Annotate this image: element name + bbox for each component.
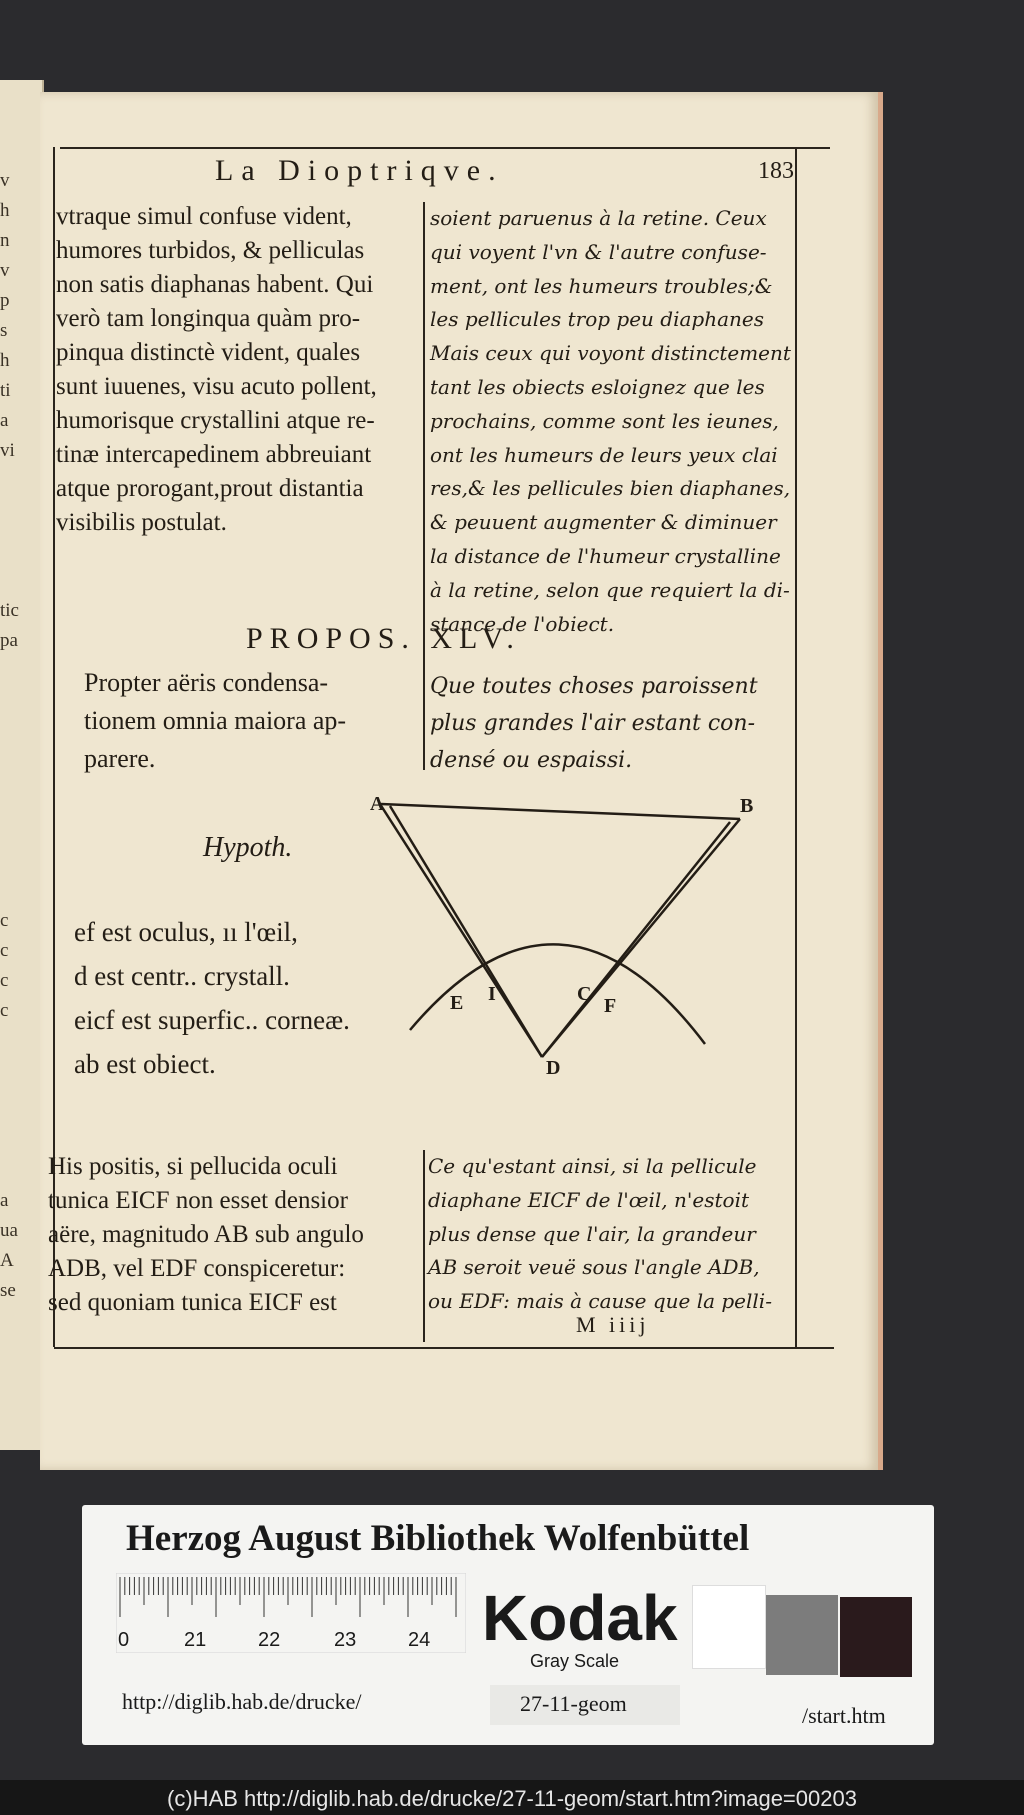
gray-patch-black	[840, 1597, 912, 1677]
proposition-title: PROPOS. XLV.	[246, 622, 521, 655]
line-ad-inner	[390, 806, 542, 1057]
top-rule	[60, 147, 830, 149]
text-line: plus grandes l'air estant con-	[430, 711, 756, 736]
text-line: non satis diaphanas habent. Qui	[56, 271, 374, 298]
previous-page-fragment: c	[0, 910, 9, 931]
hypothesis-line: d est centr.. crystall.	[74, 961, 290, 991]
text-line: Mais ceux qui voyont distinctement	[430, 341, 791, 366]
copyright-bar	[0, 1780, 1024, 1815]
text-line: visibilis postulat.	[56, 509, 227, 536]
right-rule	[795, 147, 797, 1347]
text-line: sunt iuuenes, visu acuto pollent,	[56, 373, 377, 400]
latin-column-section-1	[56, 200, 377, 540]
previous-page-fragment: tic	[0, 600, 19, 621]
label-c: C	[577, 983, 592, 1005]
bottom-rule	[54, 1347, 834, 1349]
previous-page-fragment: v	[0, 170, 10, 191]
text-line: sed quoniam tunica EICF est	[48, 1289, 337, 1316]
label-i: I	[488, 983, 496, 1005]
previous-page-fragment: c	[0, 970, 9, 991]
label-b: B	[740, 795, 754, 817]
text-line: Ce qu'estant ainsi, si la pellicule	[428, 1154, 757, 1178]
gray-patch-white	[692, 1585, 766, 1669]
text-line: His positis, si pellucida oculi	[48, 1153, 338, 1180]
hypothesis-label: Hypoth.	[203, 832, 293, 863]
column-divider-2	[423, 667, 425, 770]
text-line: à la retine, selon que requiert la di-	[430, 577, 790, 602]
text-line: tant les obiects esloignez que les	[430, 374, 765, 399]
gray-scale-label: Gray Scale	[530, 1651, 620, 1671]
text-line: tunica EICF non esset densior	[48, 1187, 348, 1214]
text-line: stance de l'obiect.	[430, 611, 615, 636]
text-line: humores turbidos, & pelliculas	[56, 237, 365, 264]
line-ab	[380, 804, 740, 819]
url-left: http://diglib.hab.de/drucke/	[122, 1689, 362, 1714]
geometric-diagram	[370, 792, 770, 1092]
label-d: D	[546, 1057, 561, 1079]
text-line: plus dense que l'air, la grandeur	[428, 1221, 756, 1246]
hypothesis-line: ef est oculus, ıı l'œil,	[74, 917, 298, 947]
previous-page-fragment: s	[0, 320, 8, 341]
hypotheses-list	[74, 910, 350, 1086]
text-line: qui voyent l'vn & l'autre confuse-	[430, 239, 767, 264]
column-divider-1	[423, 202, 425, 687]
text-line: les pellicules trop peu diaphanes	[430, 307, 765, 332]
running-title: La Dioptriqve.	[215, 154, 504, 187]
text-line: diaphane EICF de l'œil, n'estoit	[428, 1187, 750, 1212]
text-line: atque prorogant,prout distantia	[56, 475, 364, 502]
text-line: humorisque crystallini atque re-	[56, 407, 375, 434]
previous-page-edge	[0, 80, 44, 1450]
previous-page-fragment: n	[0, 230, 10, 251]
previous-page-fragment: ti	[0, 380, 11, 401]
url-right: /start.htm	[802, 1703, 886, 1728]
label-f: F	[604, 995, 617, 1017]
signature-mark: M iiij	[576, 1312, 650, 1337]
previous-page-fragment: c	[0, 940, 9, 961]
previous-page-fragment: a	[0, 410, 9, 431]
page-number: 183	[758, 158, 794, 184]
ruler-number-22: 22	[258, 1629, 281, 1651]
gray-patch-mid	[766, 1595, 838, 1675]
column-divider-3	[423, 1150, 425, 1342]
text-line: ADB, vel EDF conspiceretur:	[48, 1255, 346, 1282]
text-line: res,& les pellicules bien diaphanes,	[430, 476, 791, 501]
french-column-section-2	[428, 1150, 772, 1319]
text-line: prochains, comme sont les ieunes,	[430, 408, 779, 433]
text-line: verò tam longinqua quàm pro-	[56, 305, 361, 332]
text-line: tionem omnia maiora ap-	[84, 706, 347, 735]
text-line: tinæ intercapedinem abbreuiant	[56, 441, 372, 468]
text-line: soient paruenus à la retine. Ceux	[430, 206, 767, 230]
library-color-card	[82, 1505, 934, 1745]
ruler-number-0: 0	[118, 1629, 130, 1651]
previous-page-fragment: vi	[0, 440, 15, 461]
ruler-number-21: 21	[184, 1629, 207, 1651]
text-line: aëre, magnitudo AB sub angulo	[48, 1221, 364, 1248]
ruler-number-23: 23	[334, 1629, 357, 1651]
french-column-section-1	[430, 202, 791, 641]
text-line: AB seroit veuë sous l'angle ADB,	[428, 1255, 760, 1280]
text-line: parere.	[84, 744, 156, 773]
previous-page-fragment: c	[0, 1000, 9, 1021]
previous-page-fragment: p	[0, 290, 10, 311]
previous-page-fragment: h	[0, 200, 10, 221]
french-column-proposition	[430, 668, 758, 779]
ruler-number-24: 24	[408, 1629, 431, 1651]
book-page	[40, 92, 883, 1470]
text-line: ou EDF: mais à cause que la pelli-	[428, 1289, 772, 1314]
previous-page-fragment: se	[0, 1280, 16, 1301]
label-a: A	[370, 793, 385, 815]
text-line: densé ou espaissi.	[430, 748, 633, 773]
kodak-logo: Kodak	[482, 1582, 678, 1654]
library-name: Herzog August Bibliothek Wolfenbüttel	[126, 1518, 750, 1559]
hypothesis-line: eicf est superfic.. corneæ.	[74, 1005, 350, 1035]
previous-page-fragment: pa	[0, 630, 18, 651]
text-line: ment, ont les humeurs troubles;&	[430, 273, 773, 298]
text-line: ont les humeurs de leurs yeux clai	[430, 442, 778, 467]
text-line: pinqua distinctè vident, quales	[56, 339, 361, 366]
shelfmark-box	[490, 1685, 680, 1725]
previous-page-fragment: a	[0, 1190, 9, 1211]
text-line: Propter aëris condensa-	[84, 668, 329, 697]
label-e: E	[450, 992, 464, 1014]
latin-column-proposition	[84, 664, 346, 778]
text-line: & peuuent augmenter & diminuer	[430, 510, 777, 535]
text-line: Que toutes choses paroissent	[430, 674, 758, 699]
text-line: la distance de l'humeur crystalline	[430, 543, 781, 568]
previous-page-fragment: A	[0, 1250, 14, 1271]
hypothesis-line: ab est obiect.	[74, 1049, 216, 1079]
previous-page-fragment: h	[0, 350, 10, 371]
latin-column-section-2	[48, 1150, 364, 1320]
shelfmark: 27-11-geom	[520, 1691, 627, 1716]
previous-page-fragment: v	[0, 260, 10, 281]
copyright-text: (c)HAB http://diglib.hab.de/drucke/27-11-geom/start.htm?image=00203	[167, 1786, 857, 1811]
text-line: vtraque simul confuse vident,	[56, 203, 352, 230]
line-bd-inner	[542, 822, 730, 1057]
previous-page-fragment: ua	[0, 1220, 18, 1241]
